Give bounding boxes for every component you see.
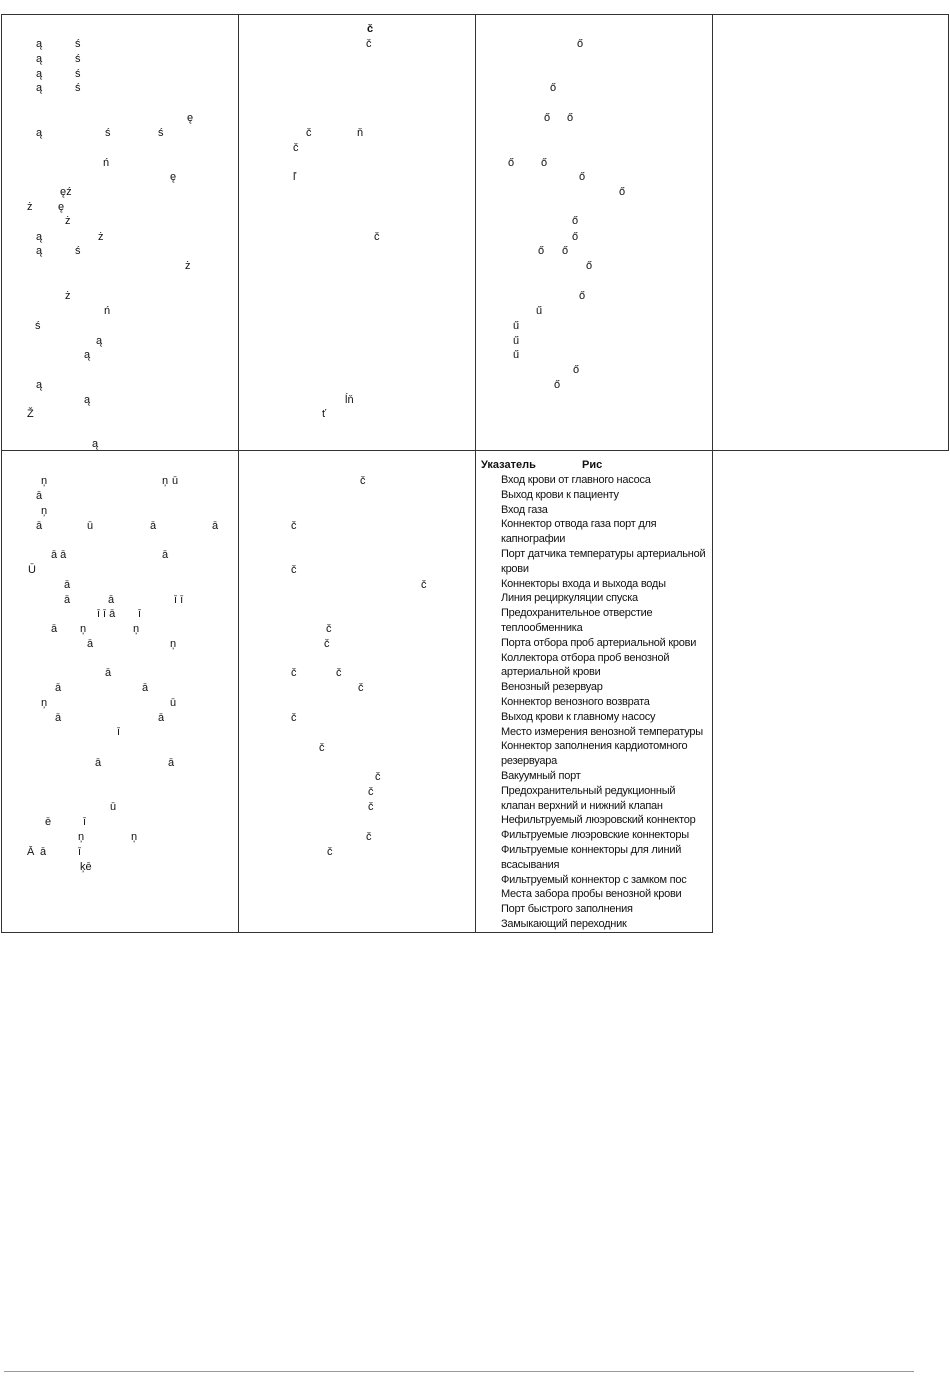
cell-glyph: ű bbox=[513, 320, 520, 332]
legend-figure-label: Рис bbox=[582, 459, 603, 471]
cell-glyph: ņ bbox=[78, 831, 85, 843]
cell-glyph: ņ bbox=[131, 831, 138, 843]
cell-glyph: ā bbox=[64, 579, 71, 591]
legend-list bbox=[501, 473, 709, 932]
cell-glyph: ő bbox=[577, 38, 584, 50]
cell-glyph: ę bbox=[58, 201, 65, 213]
cell-glyph: č bbox=[368, 786, 374, 798]
legend-item: Порт быстрого заполнения bbox=[501, 903, 633, 916]
cell-glyph: č bbox=[360, 475, 366, 487]
cell-glyph: ő bbox=[544, 112, 551, 124]
cell-glyph: ő bbox=[579, 290, 586, 302]
cell-glyph: ā bbox=[105, 667, 112, 679]
table-column-divider-3 bbox=[712, 14, 713, 933]
cell-glyph: ő bbox=[554, 379, 561, 391]
cell-glyph: č bbox=[326, 623, 332, 635]
cell-glyph: ś bbox=[75, 82, 81, 94]
cell-glyph: ą bbox=[36, 245, 43, 257]
cell-glyph: ű bbox=[536, 305, 543, 317]
cell-glyph: č bbox=[291, 667, 297, 679]
cell-glyph: ę bbox=[187, 112, 194, 124]
cell-glyph: ą bbox=[36, 379, 43, 391]
cell-glyph: ā bbox=[36, 490, 43, 502]
legend-item: Предохранительное отверстие теплообменника bbox=[501, 607, 653, 634]
cell-glyph: č bbox=[368, 801, 374, 813]
cell-glyph: ņ bbox=[41, 475, 48, 487]
cell-glyph: č bbox=[291, 520, 297, 532]
cell-glyph: ű bbox=[513, 335, 520, 347]
cell-glyph: ā bbox=[87, 638, 94, 650]
table-border-bottom bbox=[1, 932, 713, 933]
cell-glyph: ā bbox=[36, 520, 43, 532]
cell-glyph: ņ bbox=[80, 623, 87, 635]
cell-glyph: ż bbox=[65, 215, 71, 227]
legend-item: Коллектора отбора проб венозной артериальной крови bbox=[501, 651, 670, 679]
cell-glyph: č bbox=[366, 38, 372, 50]
legend-item: Места забора пробы венозной крови bbox=[501, 888, 682, 901]
cell-glyph: ő bbox=[572, 231, 579, 243]
cell-glyph: ą bbox=[36, 231, 43, 243]
cell-glyph: ő bbox=[562, 245, 569, 257]
cell-glyph: Ū bbox=[28, 564, 36, 576]
legend-item: Линия рециркуляции спуска bbox=[501, 592, 638, 605]
cell-glyph: č bbox=[336, 667, 342, 679]
cell-glyph: ż bbox=[185, 260, 191, 272]
table-border-left bbox=[1, 14, 2, 933]
cell-glyph: ő bbox=[579, 171, 586, 183]
table-border-right bbox=[948, 14, 949, 451]
legend-item: Коннектор заполнения кардиотомного резервуара bbox=[501, 740, 688, 768]
cell-glyph: ś bbox=[75, 68, 81, 80]
cell-glyph: č bbox=[366, 831, 372, 843]
cell-glyph: ī ā bbox=[103, 608, 116, 620]
cell-glyph: ņ bbox=[41, 697, 48, 709]
cell-glyph: ą bbox=[36, 53, 43, 65]
legend-item: Выход крови к главному насосу bbox=[501, 710, 656, 723]
cell-glyph: ā bbox=[55, 712, 62, 724]
cell-glyph: ą bbox=[92, 438, 99, 450]
cell-glyph: ā bbox=[158, 712, 165, 724]
cell-glyph: ū bbox=[87, 520, 94, 532]
cell-glyph: ī ī bbox=[174, 594, 184, 606]
cell-glyph: ī bbox=[97, 608, 101, 620]
cell-glyph: ő bbox=[508, 157, 515, 169]
cell-glyph: ņ bbox=[170, 638, 177, 650]
legend-item: Замыкающий переходник bbox=[501, 917, 627, 930]
cell-glyph: ē bbox=[45, 816, 52, 828]
cell-glyph: č bbox=[306, 127, 312, 139]
legend-item: Вход газа bbox=[501, 503, 548, 516]
legend-item: Фильтруемые люэровские коннекторы bbox=[501, 829, 689, 842]
cell-glyph: ż bbox=[65, 290, 71, 302]
cell-glyph: ś bbox=[75, 245, 81, 257]
legend-item: Коннекторы входа и выхода воды bbox=[501, 577, 666, 590]
cell-glyph: ľ bbox=[293, 171, 297, 183]
cell-glyph: č bbox=[324, 638, 330, 650]
legend-item: Предохранительный редукционный клапан верхний и нижний клапан bbox=[501, 784, 676, 812]
cell-glyph: ī bbox=[78, 846, 82, 858]
cell-glyph: č bbox=[374, 231, 380, 243]
cell-glyph: ś bbox=[158, 127, 164, 139]
cell-glyph: ņ bbox=[133, 623, 140, 635]
legend-item: Венозный резервуар bbox=[501, 681, 603, 694]
cell-glyph: ő bbox=[550, 82, 557, 94]
cell-glyph: ā bbox=[95, 757, 102, 769]
cell-glyph: ą bbox=[96, 335, 103, 347]
legend-item: Коннектор венозного возврата bbox=[501, 695, 650, 708]
cell-glyph: ą bbox=[36, 127, 43, 139]
cell-glyph: ő bbox=[541, 157, 548, 169]
cell-glyph: ś bbox=[75, 38, 81, 50]
cell-glyph: ő bbox=[586, 260, 593, 272]
cell-glyph: č bbox=[421, 579, 427, 591]
cell-glyph: ő bbox=[619, 186, 626, 198]
cell-glyph: ęź bbox=[60, 186, 72, 198]
cell-glyph: ő bbox=[567, 112, 574, 124]
cell-glyph: ā bbox=[64, 594, 71, 606]
cell-glyph: Ā bbox=[27, 846, 35, 858]
cell-glyph: ā bbox=[55, 682, 62, 694]
cell-glyph: ű bbox=[513, 349, 520, 361]
cell-glyph: ą bbox=[84, 394, 91, 406]
cell-glyph: č bbox=[358, 682, 364, 694]
cell-glyph: ū bbox=[170, 697, 177, 709]
cell-glyph: ę bbox=[170, 171, 177, 183]
cell-glyph: ņ bbox=[162, 475, 169, 487]
cell-glyph: ń bbox=[104, 305, 111, 317]
cell-glyph: ī bbox=[138, 608, 142, 620]
cell-glyph: ő bbox=[572, 215, 579, 227]
cell-glyph: ņ bbox=[41, 505, 48, 517]
legend-item: Место измерения венозной температуры bbox=[501, 725, 703, 738]
cell-glyph: ő bbox=[538, 245, 545, 257]
cell-glyph: ą bbox=[36, 68, 43, 80]
legend-item: Нефильтруемый люэровский коннектор bbox=[501, 814, 696, 827]
legend-item: Порта отбора проб артериальной крови bbox=[501, 636, 697, 649]
legend-item: Вакуумный порт bbox=[501, 769, 581, 782]
legend-item: Фильтруемый коннектор с замком пос bbox=[501, 873, 687, 886]
table-column-divider-1 bbox=[238, 14, 239, 933]
cell-glyph: č bbox=[291, 712, 297, 724]
legend-item: Порт датчика температуры артериальной крови bbox=[501, 547, 706, 575]
cell-glyph: č bbox=[291, 564, 297, 576]
cell-glyph: ā bbox=[150, 520, 157, 532]
cell-glyph: ą bbox=[36, 82, 43, 94]
cell-glyph: č bbox=[319, 742, 325, 754]
cell-glyph: ā bbox=[168, 757, 175, 769]
cell-glyph: ī bbox=[83, 816, 87, 828]
cell-glyph: ā ā bbox=[51, 549, 67, 561]
cell-glyph: ā bbox=[108, 594, 115, 606]
cell-glyph: ť bbox=[322, 408, 327, 420]
cell-glyph: ū bbox=[110, 801, 117, 813]
cell-glyph: ĺň bbox=[345, 394, 354, 406]
legend-title: Указатель bbox=[481, 459, 536, 471]
cell-glyph: ą bbox=[36, 38, 43, 50]
cell-glyph: ś bbox=[35, 320, 41, 332]
legend-item: Вход крови от главного насоса bbox=[501, 474, 651, 486]
cell-glyph: ś bbox=[105, 127, 111, 139]
cell-glyph: ā bbox=[212, 520, 219, 532]
cell-glyph: č bbox=[293, 142, 299, 154]
cell-glyph: ą bbox=[84, 349, 91, 361]
table-column-divider-2 bbox=[475, 14, 476, 933]
cell-glyph: ķē bbox=[80, 861, 92, 873]
cell-glyph: ń bbox=[103, 157, 110, 169]
footer-rule bbox=[4, 1371, 914, 1372]
cell-glyph: ā bbox=[142, 682, 149, 694]
cell-glyph: ā bbox=[40, 846, 47, 858]
cell-glyph: ū bbox=[172, 475, 179, 487]
cell-glyph: ā bbox=[162, 549, 169, 561]
legend-item: Выход крови к пациенту bbox=[501, 488, 619, 501]
cell-glyph: ň bbox=[357, 127, 364, 139]
legend-item: Коннектор отвода газа порт для капнографии bbox=[501, 518, 657, 546]
cell-glyph: ż bbox=[27, 201, 33, 213]
cell-glyph: ī bbox=[117, 726, 121, 738]
cell-glyph: Ž bbox=[27, 408, 34, 420]
cell-glyph: ś bbox=[75, 53, 81, 65]
cell-glyph: č bbox=[367, 23, 374, 35]
legend-item: Фильтруемые коннекторы для линий всасывания bbox=[501, 843, 682, 871]
cell-glyph: ā bbox=[51, 623, 58, 635]
cell-glyph: ż bbox=[98, 231, 104, 243]
cell-glyph: ő bbox=[573, 364, 580, 376]
cell-glyph: č bbox=[375, 771, 381, 783]
cell-glyph: č bbox=[327, 846, 333, 858]
